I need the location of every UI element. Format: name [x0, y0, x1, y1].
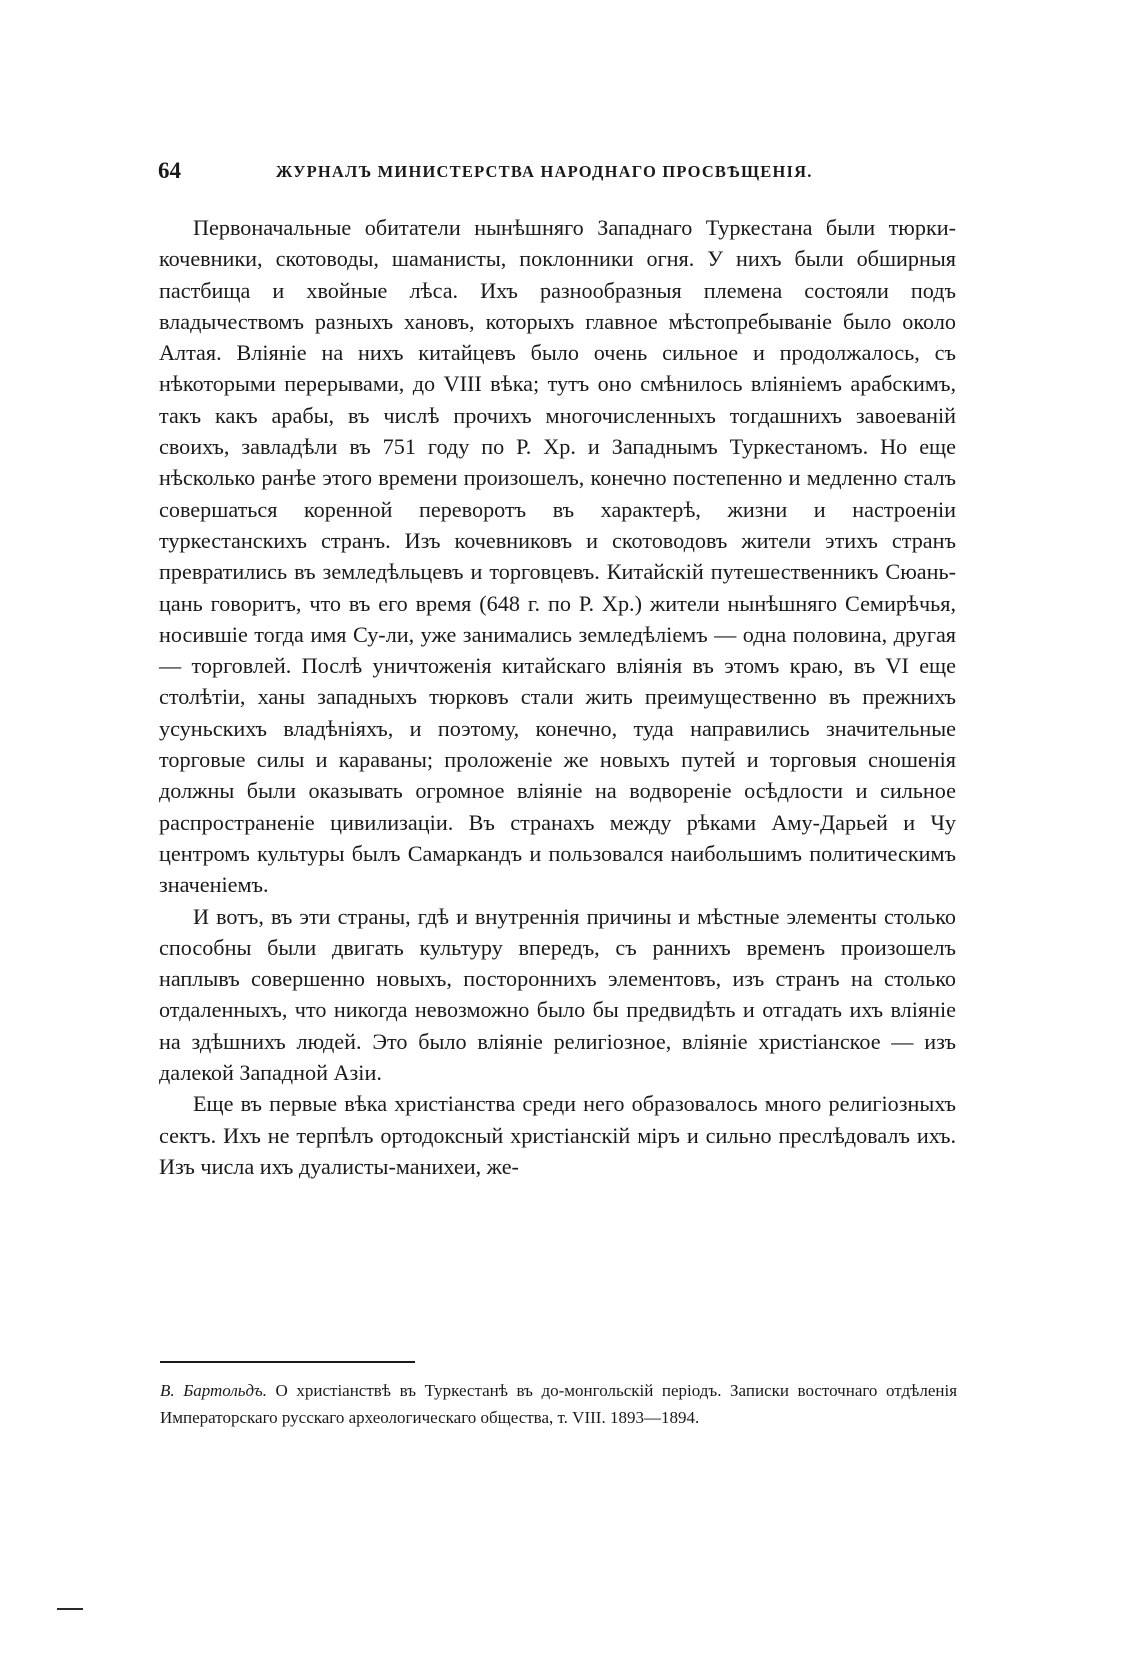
running-head: ЖУРНАЛЪ МИНИСТЕРСТВА НАРОДНАГО ПРОСВѢЩЕНІЯ. — [276, 162, 813, 181]
footnote-author: В. Бартольдъ. — [160, 1381, 267, 1400]
page-number: 64 — [158, 158, 181, 183]
footnote-divider — [160, 1361, 415, 1363]
paragraph-1: Первоначальные обитатели нынѣшняго Западнаго Туркестана были тюрки-кочевники, скотоводы, шаманисты, поклонники огня. У нихъ были обширныя пастбища и хвойные лѣса. Ихъ разнообразныя племена состояли подъ владычествомъ разныхъ хановъ, которыхъ главное мѣстопребываніе было около Алтая. Вліяніе на нихъ китайцевъ было очень сильное и продолжалось, съ нѣкоторыми перерывами, до VIII вѣка; тутъ оно смѣнилось вліяніемъ арабскимъ, такъ какъ арабы, въ числѣ прочихъ многочисленныхъ тогдашнихъ завоеваній своихъ, завладѣли въ 751 году по Р. Хр. и Западнымъ Туркестаномъ. Но еще нѣсколько ранѣе этого времени произошелъ, конечно постепенно и медленно сталъ совершаться коренной переворотъ въ характерѣ, жизни и настроеніи туркестанскихъ странъ. Изъ кочевниковъ и скотоводовъ жители этихъ странъ превратились въ земледѣльцевъ и торговцевъ. Китайскій путешественникъ Сюань-цань говоритъ, что въ его время (648 г. по Р. Хр.) жители нынѣшняго Семирѣчья, носившіе тогда имя Су-ли, уже занимались земледѣліемъ — одна половина, другая — торговлей. Послѣ уничтоженія китайскаго вліянія въ этомъ краю, въ VI еще столѣтіи, ханы западныхъ тюрковъ стали жить преимущественно въ прежнихъ усуньскихъ владѣніяхъ, и поэтому, конечно, туда направились значительные торговые силы и караваны; проложеніе же новыхъ путей и торговыя сношенія должны были оказывать огромное вліяніе на водвореніе осѣдлости и сильное распространеніе цивилизаціи. Въ странахъ между рѣками Аму-Дарьей и Чу центромъ культуры былъ Самаркандъ и пользовался наибольшимъ политическимъ значеніемъ. — [159, 215, 956, 898]
footnote-text: О христіанствѣ въ Туркестанѣ въ до-монгольскій періодъ. Записки восточнаго отдѣленія Императорскаго русскаго археологическаго общества, т. VIII. 1893—1894. — [160, 1381, 958, 1427]
body-text — [159, 212, 956, 1182]
page-header — [158, 158, 958, 194]
paragraph-2: И вотъ, въ эти страны, гдѣ и внутреннія причины и мѣстные элементы столько способны были двигать культуру впередъ, съ раннихъ временъ произошелъ наплывъ совершенно новыхъ, постороннихъ элементовъ, изъ странъ на столько отдаленныхъ, что никогда невозможно было бы предвидѣть и отгадать ихъ вліяніе на здѣшнихъ людей. Это было вліяніе религіозное, вліяніе христіанское — изъ далекой Западной Азіи. — [159, 903, 956, 1086]
footnote — [160, 1377, 957, 1431]
margin-mark — [57, 1608, 83, 1610]
paragraph-3: Еще въ первые вѣка христіанства среди него образовалось много религіозныхъ сектъ. Ихъ не терпѣлъ ортодоксный христіанскій міръ и сильно преслѣдовалъ ихъ. Изъ числа ихъ дуалисты-манихеи, же- — [159, 1091, 956, 1179]
